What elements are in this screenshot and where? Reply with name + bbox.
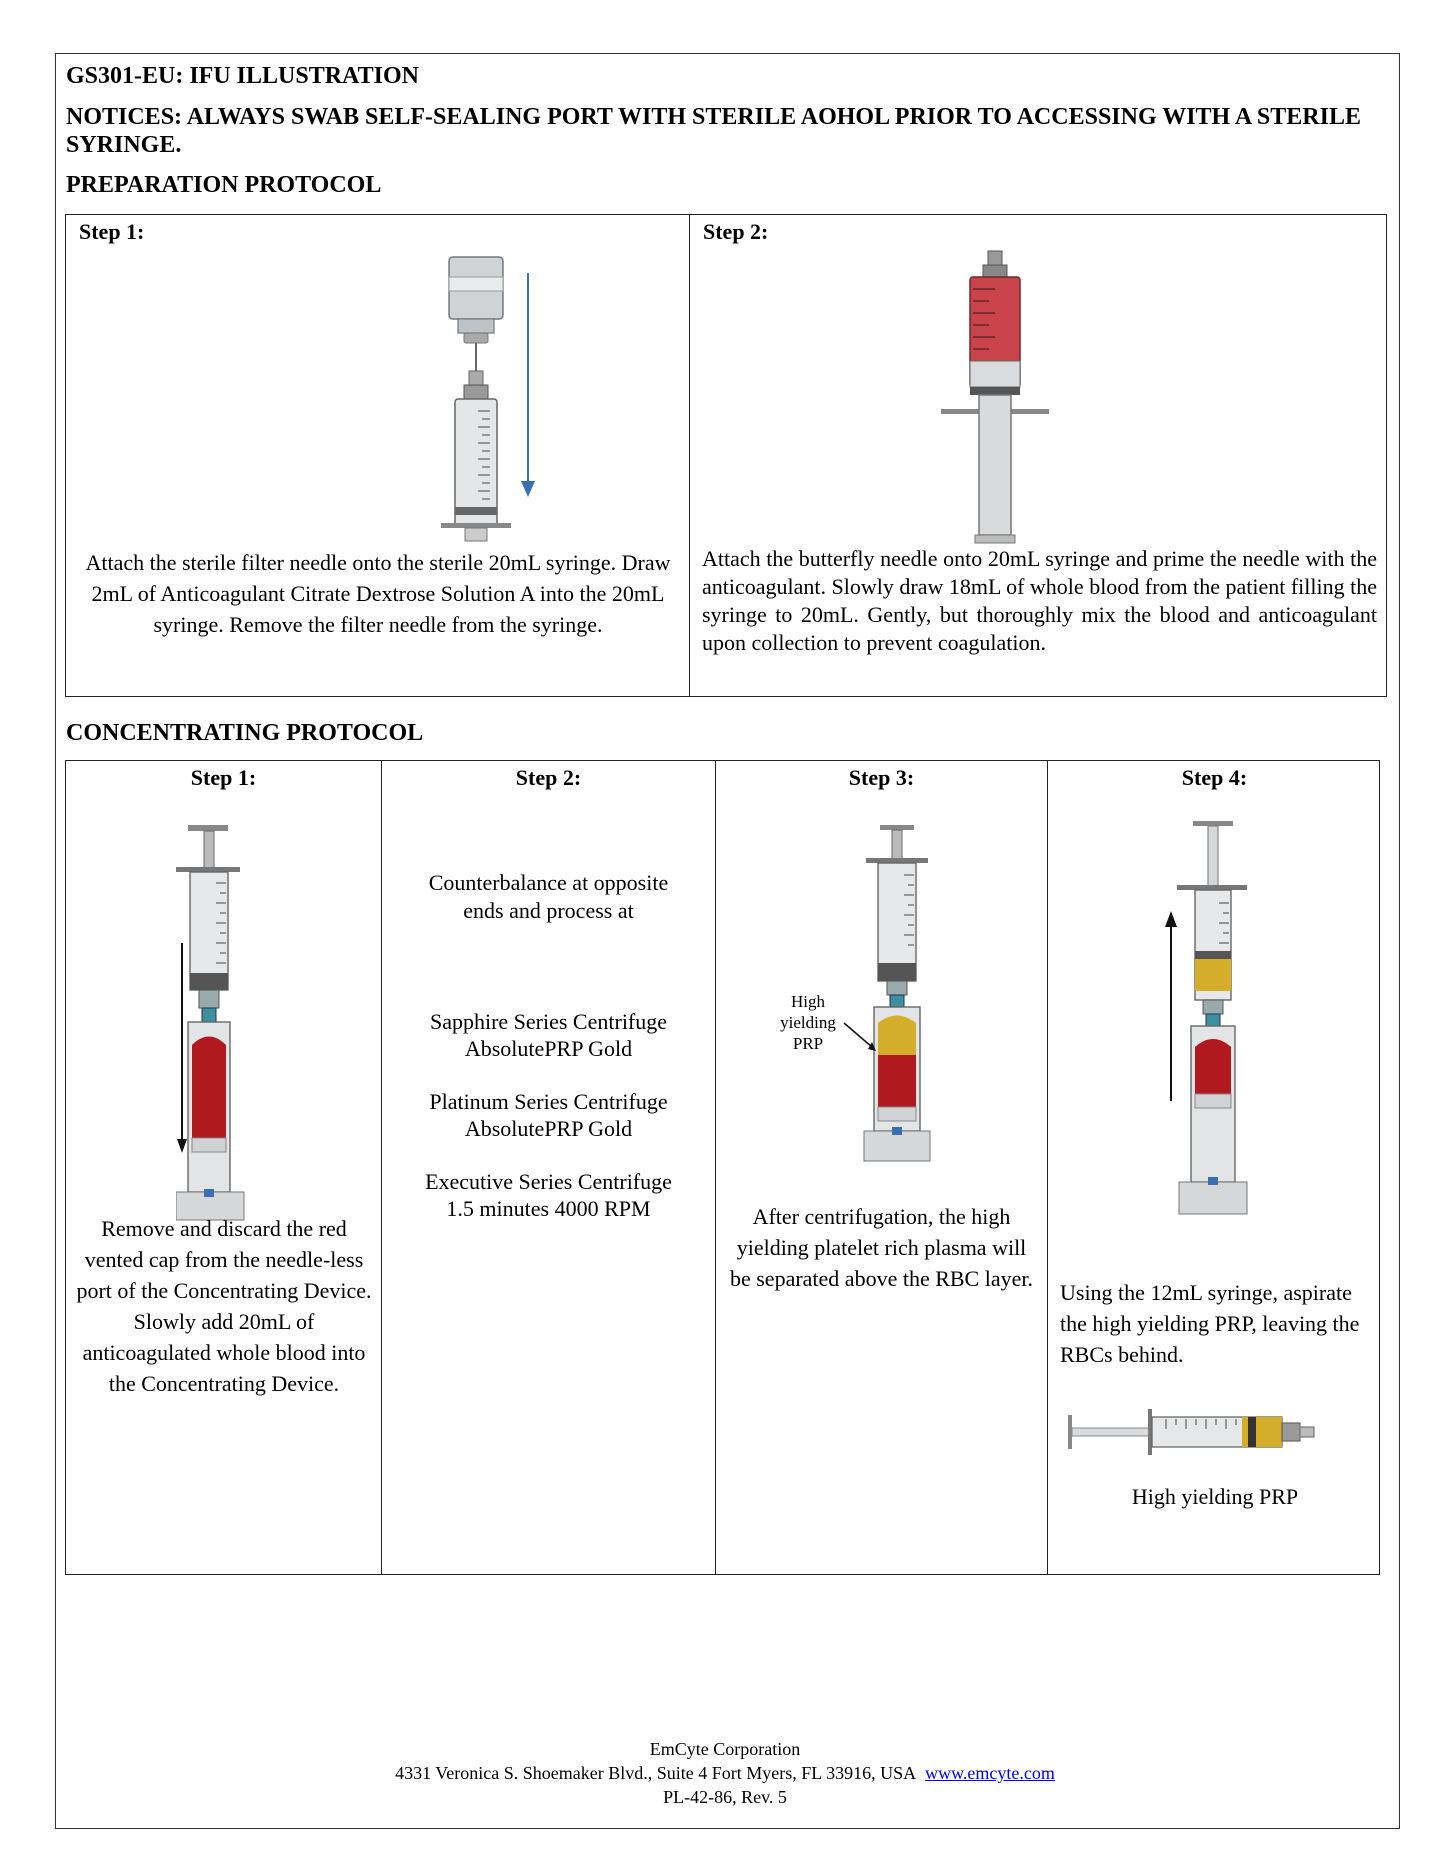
preparation-heading: PREPARATION PROTOCOL <box>66 172 382 198</box>
filter-needle-syringe-illustration <box>366 253 536 543</box>
footer-address-line <box>0 1762 1450 1785</box>
conc-step-3-label: Step 3: <box>848 765 915 790</box>
prep-step-1-text: Attach the sterile filter needle onto the sterile 20mL syringe. Draw 2mL of Anticoagulant Citrate Dextrose Solution A into the 20mL syringe. Remove the filter needle from the syringe. <box>85 550 671 637</box>
centrifuge-setting-1 <box>387 1008 710 1062</box>
footer-doc-number: PL-42-86, Rev. 5 <box>663 1787 787 1807</box>
prp-aspiration-illustration <box>1163 819 1263 1239</box>
prep-step-2-label: Step 2: <box>703 219 769 244</box>
conc-step-3-cell <box>716 761 1048 1575</box>
footer-company: EmCyte Corporation <box>649 1739 801 1759</box>
preparation-table <box>65 214 1387 697</box>
conc-step-4-text: Using the 12mL syringe, aspirate the high yielding PRP, leaving the RBCs behind. <box>1060 1280 1360 1367</box>
concentrating-device-fill-illustration <box>176 823 296 1221</box>
conc-step-4-cell <box>1048 761 1380 1575</box>
centrifuged-device-illustration <box>786 823 986 1163</box>
conc-step-1-text: Remove and discard the red vented cap from the needle-less port of the Concentrating Device. Slowly add 20mL of anticoagulated whole blood into the Concentrating Device. <box>76 1216 372 1396</box>
prep-step-2-text: Attach the butterfly needle onto 20mL syringe and prime the needle with the anticoagulant. Slowly draw 18mL of whole blood from the patient filling the syringe to 20mL. Gently, but thoroughly mix the blood and anticoagulant upon collection to prevent coagulation. <box>702 546 1377 655</box>
conc-step-4-label: Step 4: <box>1181 765 1248 790</box>
conc-step-3-text: After centrifugation, the high yielding platelet rich plasma will be separated above the RBC layer. <box>729 1204 1033 1291</box>
centrifuge-setting: 1.5 minutes 4000 RPM <box>446 1196 651 1221</box>
prp-callout-label: High yielding PRP <box>780 992 836 1053</box>
prep-step-2-cell <box>690 215 1387 697</box>
centrifuge-setting: AbsolutePRP Gold <box>464 1036 633 1061</box>
centrifuge-setting-2 <box>387 1088 710 1142</box>
concentrating-table <box>65 760 1380 1575</box>
conc-step-2-label: Step 2: <box>515 765 582 790</box>
prep-step-1-cell <box>66 215 690 697</box>
conc-step-1-label: Step 1: <box>190 765 257 790</box>
centrifuge-setting-3 <box>387 1168 710 1222</box>
conc-step-1-cell <box>66 761 382 1575</box>
prp-syringe-caption: High yielding PRP <box>1131 1484 1299 1509</box>
concentrating-heading: CONCENTRATING PROTOCOL <box>66 720 424 746</box>
prp-syringe-horizontal-illustration <box>1066 1401 1321 1463</box>
centrifuge-setting: AbsolutePRP Gold <box>464 1116 633 1141</box>
centrifuge-name: Platinum Series Centrifuge <box>429 1089 668 1114</box>
conc-step-2-intro: Counterbalance at opposite ends and process at <box>428 870 669 923</box>
prep-step-1-label: Step 1: <box>79 219 145 244</box>
centrifuge-name: Executive Series Centrifuge <box>425 1169 672 1194</box>
blood-syringe-illustration <box>935 249 1055 547</box>
centrifuge-name: Sapphire Series Centrifuge <box>429 1009 668 1034</box>
notice-text: NOTICES: ALWAYS SWAB SELF-SEALING PORT WITH STERILE AOHOL PRIOR TO ACCESSING WITH A STERILE SYRINGE. <box>66 104 1361 158</box>
document-title: GS301-EU: IFU ILLUSTRATION <box>66 63 419 89</box>
website-link[interactable]: www.emcyte.com <box>925 1763 1055 1783</box>
footer-address: 4331 Veronica S. Shoemaker Blvd., Suite 4 Fort Myers, FL 33916, USA <box>395 1763 917 1783</box>
conc-step-2-cell <box>382 761 716 1575</box>
